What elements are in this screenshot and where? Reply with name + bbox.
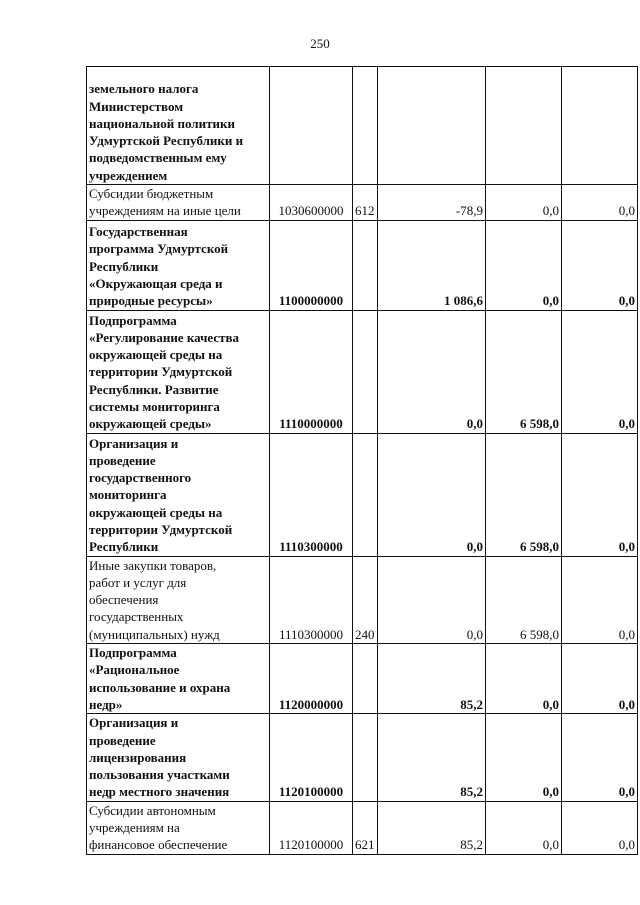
table-row [87,310,638,433]
value-3-cell: 0,0 [562,310,638,433]
row-name-line: Организация и [89,435,179,451]
row-name-line: государственного [89,470,192,486]
row-name-line: работ и услуг для [89,574,187,590]
table-row [87,220,638,310]
row-name-line: территории Удмуртской [89,364,233,380]
code-cell: 1030600000 [270,185,353,221]
code-cell: 1110300000 [270,556,353,643]
value-2-cell: 0,0 [486,220,562,310]
code-cell: 1120100000 [270,714,353,801]
expense-type-cell: 621 [353,801,378,854]
row-name-line: недр» [89,696,123,712]
row-name-line: «Рациональное [89,662,180,678]
code-cell: 1110000000 [270,310,353,433]
value-2-cell: 0,0 [486,801,562,854]
value-2-cell: 6 598,0 [486,556,562,643]
row-name-cell [87,220,270,310]
value-3-cell: 0,0 [562,801,638,854]
row-name-line: использование и охрана [89,679,231,695]
row-name-line: окружающей среды на [89,504,223,520]
row-name-line: «Регулирование качества [89,329,240,345]
expense-type-cell: 612 [353,185,378,221]
code-cell: 1110300000 [270,433,353,556]
row-name-line: Субсидии бюджетным [89,186,214,201]
row-name-line: Подпрограмма [89,645,177,661]
code-cell: 1100000000 [270,220,353,310]
expense-type-cell: 240 [353,556,378,643]
row-name-line: Республики [89,539,159,555]
row-name-line: учреждениям на [89,820,180,836]
code-cell [270,67,353,185]
value-3-cell: 0,0 [562,556,638,643]
value-2-cell: 0,0 [486,185,562,221]
row-name-line: недр местного значения [89,784,230,800]
value-2-cell: 6 598,0 [486,433,562,556]
value-1-cell: -78,9 [378,185,486,221]
row-name-cell [87,185,270,221]
row-name-line: системы мониторинга [89,399,220,414]
row-name-line: Республики [89,258,159,274]
expense-type-cell [353,433,378,556]
table-row [87,433,638,556]
budget-table-body [87,67,638,855]
row-name-line: проведение [89,452,156,468]
row-name-line: Подпрограмма [89,312,177,328]
value-2-cell [486,67,562,185]
row-name-line: финансовое обеспечение [89,837,228,853]
row-name-line: национальной политики [89,115,235,131]
row-name-cell [87,310,270,433]
row-name-line: Государственная [89,224,188,240]
value-3-cell: 0,0 [562,185,638,221]
expense-type-cell [353,310,378,433]
value-1-cell [378,67,486,185]
code-cell: 1120000000 [270,644,353,714]
code-cell: 1120100000 [270,801,353,854]
row-name-cell [87,556,270,643]
value-1-cell: 0,0 [378,310,486,433]
row-name-cell [87,714,270,801]
row-name-cell [87,801,270,854]
row-name-line: учреждением [89,167,168,183]
row-name-line: государственных [89,609,184,625]
row-name-line: программа Удмуртской [89,241,229,257]
expense-type-cell [353,220,378,310]
row-name-line: «Окружающая среда и [89,276,223,291]
row-name-line: (муниципальных) нужд [89,626,220,642]
value-1-cell: 0,0 [378,433,486,556]
table-row [87,556,638,643]
row-name-line: Иные закупки товаров, [89,557,217,573]
table-row [87,67,638,185]
row-name-cell [87,67,270,185]
table-row [87,801,638,854]
row-name-line: окружающей среды на [89,347,223,363]
table-row [87,185,638,221]
row-name-line: проведение [89,732,156,748]
value-3-cell: 0,0 [562,433,638,556]
value-1-cell: 1 086,6 [378,220,486,310]
value-3-cell: 0,0 [562,644,638,714]
value-3-cell: 0,0 [562,220,638,310]
expense-type-cell [353,714,378,801]
row-name-line: мониторинга [89,487,167,503]
value-3-cell [562,67,638,185]
row-name-line: пользования участками [89,767,230,783]
page-number: 250 [310,36,330,51]
row-name-line: земельного налога [89,81,199,97]
value-2-cell: 0,0 [486,644,562,714]
row-name-line: учреждениям на иные цели [89,203,241,219]
row-name-line: Республики. Развитие [89,381,219,397]
row-name-line: обеспечения [89,592,159,608]
table-row [87,714,638,801]
row-name-line: лицензирования [89,749,187,765]
row-name-line: Удмуртской Республики и [89,133,244,149]
row-name-line: Субсидии автономным [89,802,216,818]
row-name-line: окружающей среды» [89,416,212,432]
expense-type-cell [353,644,378,714]
value-1-cell: 85,2 [378,801,486,854]
table-row [87,644,638,714]
row-name-cell [87,644,270,714]
expense-type-cell [353,67,378,185]
value-1-cell: 0,0 [378,556,486,643]
value-1-cell: 85,2 [378,714,486,801]
row-name-cell [87,433,270,556]
row-name-line: территории Удмуртской [89,522,233,537]
row-name-line: подведомственным ему [89,150,227,166]
row-name-line: природные ресурсы» [89,293,213,309]
value-3-cell: 0,0 [562,714,638,801]
value-2-cell: 0,0 [486,714,562,801]
budget-table [86,66,638,855]
row-name-line: Министерством [89,98,184,114]
row-name-line: Организация и [89,715,179,731]
value-2-cell: 6 598,0 [486,310,562,433]
value-1-cell: 85,2 [378,644,486,714]
